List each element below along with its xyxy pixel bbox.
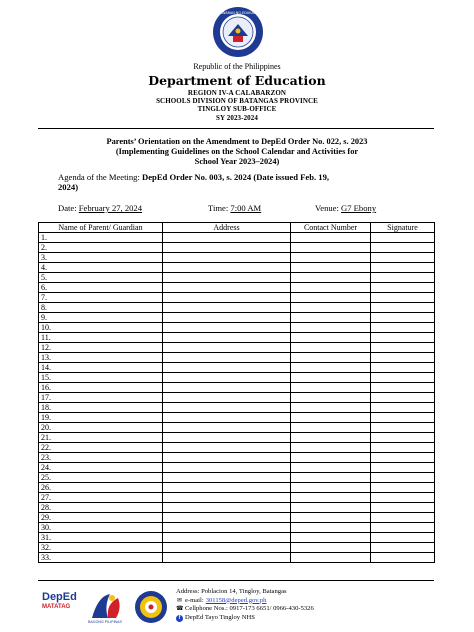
email-line — [176, 597, 314, 606]
row-number-cell[interactable]: 6. — [39, 283, 163, 293]
envelope-icon: ✉ — [176, 597, 183, 604]
row-number-cell[interactable]: 16. — [39, 383, 163, 393]
bagong-pilipinas-text: BAGONG PILIPINAS — [88, 620, 122, 624]
address-cell[interactable] — [163, 413, 291, 423]
table-row — [39, 553, 435, 563]
signature-cell[interactable] — [371, 343, 435, 353]
contact-cell[interactable] — [291, 423, 371, 433]
table-row — [39, 323, 435, 333]
table-row — [39, 293, 435, 303]
table-row — [39, 373, 435, 383]
signature-cell[interactable] — [371, 273, 435, 283]
venue-label: Venue: — [315, 203, 339, 213]
row-number-cell[interactable]: 2. — [39, 243, 163, 253]
email-link[interactable]: 301158@deped.gov.ph — [205, 596, 267, 604]
signature-cell[interactable] — [371, 413, 435, 423]
table-row — [39, 233, 435, 243]
table-row — [39, 313, 435, 323]
email-label: e-mail: — [185, 596, 204, 604]
signature-cell[interactable] — [371, 553, 435, 563]
row-number-cell[interactable]: 1. — [39, 233, 163, 243]
time-label: Time: — [208, 203, 229, 213]
signature-cell[interactable] — [371, 303, 435, 313]
address-cell[interactable] — [163, 243, 291, 253]
date-field — [58, 203, 142, 213]
svg-text:KAGAWARAN NG EDUKASYON: KAGAWARAN NG EDUKASYON — [212, 11, 264, 15]
venue-field — [315, 203, 376, 213]
row-number-cell[interactable]: 33. — [39, 553, 163, 563]
signature-cell[interactable] — [371, 543, 435, 553]
contact-cell[interactable] — [291, 523, 371, 533]
signature-cell[interactable] — [371, 293, 435, 303]
contact-cell[interactable] — [291, 543, 371, 553]
row-number-cell[interactable]: 15. — [39, 373, 163, 383]
row-number-cell[interactable]: 21. — [39, 433, 163, 443]
signature-cell[interactable] — [371, 243, 435, 253]
table-row — [39, 493, 435, 503]
row-number-cell[interactable]: 26. — [39, 483, 163, 493]
row-number-cell[interactable]: 8. — [39, 303, 163, 313]
contact-cell[interactable] — [291, 493, 371, 503]
row-number-cell[interactable]: 7. — [39, 293, 163, 303]
contact-cell[interactable] — [291, 393, 371, 403]
deped-logo-text: DepEd — [42, 591, 77, 603]
row-number-cell[interactable]: 17. — [39, 393, 163, 403]
contact-cell[interactable] — [291, 403, 371, 413]
row-number-cell[interactable]: 30. — [39, 523, 163, 533]
table-row — [39, 283, 435, 293]
contact-cell[interactable] — [291, 433, 371, 443]
table-row — [39, 533, 435, 543]
date-label: Date: — [58, 203, 77, 213]
contact-cell[interactable] — [291, 323, 371, 333]
signature-cell[interactable] — [371, 513, 435, 523]
row-number-cell[interactable]: 29. — [39, 513, 163, 523]
agenda-line-1 — [58, 172, 329, 182]
contact-cell[interactable] — [291, 473, 371, 483]
row-number-cell[interactable]: 5. — [39, 273, 163, 283]
address-cell[interactable] — [163, 473, 291, 483]
address-cell[interactable] — [163, 233, 291, 243]
contact-cell[interactable] — [291, 283, 371, 293]
contact-cell[interactable] — [291, 343, 371, 353]
time-field — [208, 203, 261, 213]
address-cell[interactable] — [163, 493, 291, 503]
matatag-logo-text: MATATAG — [42, 604, 71, 610]
table-row — [39, 363, 435, 373]
row-number-cell[interactable]: 24. — [39, 463, 163, 473]
facebook-line — [176, 614, 314, 623]
phone-line — [176, 605, 314, 614]
column-header-name: Name of Parent/ Guardian — [39, 223, 163, 233]
contact-cell[interactable] — [291, 333, 371, 343]
table-row — [39, 453, 435, 463]
row-number-cell[interactable]: 20. — [39, 423, 163, 433]
address-cell[interactable] — [163, 383, 291, 393]
signature-cell[interactable] — [371, 433, 435, 443]
address-cell[interactable] — [163, 253, 291, 263]
address-cell[interactable] — [163, 373, 291, 383]
table-row — [39, 503, 435, 513]
address-cell[interactable] — [163, 533, 291, 543]
footer-divider — [38, 580, 434, 581]
signature-cell[interactable] — [371, 403, 435, 413]
contact-cell[interactable] — [291, 243, 371, 253]
row-number-cell[interactable]: 23. — [39, 453, 163, 463]
signature-cell[interactable] — [371, 263, 435, 273]
table-row — [39, 523, 435, 533]
signature-cell[interactable] — [371, 483, 435, 493]
contact-cell[interactable] — [291, 263, 371, 273]
signature-cell[interactable] — [371, 313, 435, 323]
signature-cell[interactable] — [371, 453, 435, 463]
row-number-cell[interactable]: 32. — [39, 543, 163, 553]
signature-cell[interactable] — [371, 473, 435, 483]
contact-cell[interactable] — [291, 503, 371, 513]
table-row — [39, 463, 435, 473]
address-cell[interactable] — [163, 293, 291, 303]
address-cell[interactable] — [163, 503, 291, 513]
deped-seal-icon — [212, 6, 264, 58]
row-number-cell[interactable]: 27. — [39, 493, 163, 503]
agenda-label: Agenda of the Meeting: — [58, 172, 140, 182]
row-number-cell[interactable]: 14. — [39, 363, 163, 373]
signature-cell[interactable] — [371, 373, 435, 383]
signature-cell[interactable] — [371, 283, 435, 293]
signature-cell[interactable] — [371, 533, 435, 543]
signature-cell[interactable] — [371, 233, 435, 243]
signature-cell[interactable] — [371, 253, 435, 263]
address-cell[interactable] — [163, 283, 291, 293]
signature-cell[interactable] — [371, 503, 435, 513]
row-number-cell[interactable]: 10. — [39, 323, 163, 333]
contact-block — [176, 588, 314, 622]
contact-cell[interactable] — [291, 413, 371, 423]
row-number-cell[interactable]: 19. — [39, 413, 163, 423]
column-header-address: Address — [163, 223, 291, 233]
address-cell[interactable] — [163, 363, 291, 373]
table-row — [39, 353, 435, 363]
row-number-cell[interactable]: 18. — [39, 403, 163, 413]
table-row — [39, 403, 435, 413]
address-cell[interactable] — [163, 353, 291, 363]
contact-cell[interactable] — [291, 363, 371, 373]
row-number-cell[interactable]: 13. — [39, 353, 163, 363]
contact-cell[interactable] — [291, 293, 371, 303]
table-row — [39, 303, 435, 313]
contact-cell[interactable] — [291, 453, 371, 463]
address-cell[interactable] — [163, 313, 291, 323]
school-seal-icon — [134, 590, 168, 624]
table-row — [39, 413, 435, 423]
contact-cell[interactable] — [291, 273, 371, 283]
address-cell[interactable] — [163, 463, 291, 473]
table-row — [39, 333, 435, 343]
address-cell[interactable] — [163, 403, 291, 413]
header-divider — [38, 128, 434, 129]
bagong-pilipinas-logo — [88, 588, 128, 624]
row-number-cell[interactable]: 3. — [39, 253, 163, 263]
contact-cell[interactable] — [291, 553, 371, 563]
address-cell[interactable] — [163, 323, 291, 333]
row-number-cell[interactable]: 31. — [39, 533, 163, 543]
signature-cell[interactable] — [371, 393, 435, 403]
school-year-line: SY 2023-2024 — [216, 114, 258, 122]
document-title — [40, 137, 434, 167]
time-value: 7:00 AM — [230, 203, 262, 213]
address-cell[interactable] — [163, 263, 291, 273]
address-line — [176, 588, 314, 597]
address-cell[interactable] — [163, 523, 291, 533]
column-header-signature: Signature — [371, 223, 435, 233]
phone-icon: ☎ — [176, 606, 184, 613]
signature-cell[interactable] — [371, 333, 435, 343]
signature-cell[interactable] — [371, 353, 435, 363]
address-text: Address: Poblacion 14, Tingloy, Batangas — [176, 588, 287, 595]
division-line: SCHOOLS DIVISION OF BATANGAS PROVINCE — [156, 97, 318, 105]
address-cell[interactable] — [163, 513, 291, 523]
signature-cell[interactable] — [371, 323, 435, 333]
deped-matatag-logo — [42, 592, 84, 611]
table-row — [39, 343, 435, 353]
title-line-1: Parents’ Orientation on the Amendment to DepEd Order No. 022, s. 2023 — [106, 137, 368, 146]
signature-cell[interactable] — [371, 443, 435, 453]
contact-cell[interactable] — [291, 373, 371, 383]
address-cell[interactable] — [163, 273, 291, 283]
table-row — [39, 273, 435, 283]
table-row — [39, 383, 435, 393]
office-line: TINGLOY SUB-OFFICE — [197, 105, 277, 113]
table-row — [39, 513, 435, 523]
address-cell[interactable] — [163, 343, 291, 353]
phone-text: Cellphone Nos.: 0917-173 6651/ 0966-430-5326 — [185, 605, 314, 613]
table-row — [39, 243, 435, 253]
table-row — [39, 253, 435, 263]
address-cell[interactable] — [163, 303, 291, 313]
signature-cell[interactable] — [371, 363, 435, 373]
row-number-cell[interactable]: 11. — [39, 333, 163, 343]
row-number-cell[interactable]: 25. — [39, 473, 163, 483]
contact-cell[interactable] — [291, 233, 371, 243]
signature-cell[interactable] — [371, 423, 435, 433]
table-row — [39, 393, 435, 403]
address-cell[interactable] — [163, 423, 291, 433]
attendance-rows — [39, 233, 435, 563]
department-title: Department of Education — [148, 73, 326, 88]
address-cell[interactable] — [163, 453, 291, 463]
table-row — [39, 433, 435, 443]
table-row — [39, 543, 435, 553]
address-cell[interactable] — [163, 333, 291, 343]
signature-cell[interactable] — [371, 463, 435, 473]
table-row — [39, 423, 435, 433]
contact-cell[interactable] — [291, 443, 371, 453]
facebook-icon: f — [176, 615, 183, 622]
contact-cell[interactable] — [291, 463, 371, 473]
signature-cell[interactable] — [371, 383, 435, 393]
venue-value: G7 Ebony — [341, 203, 377, 213]
table-row — [39, 473, 435, 483]
address-cell[interactable] — [163, 483, 291, 493]
region-line: REGION IV-A CALABARZON — [187, 89, 287, 97]
column-header-contact: Contact Number — [291, 223, 371, 233]
table-row — [39, 443, 435, 453]
agenda-value-cont: 2024) — [58, 182, 79, 192]
republic-line: Republic of the Philippines — [193, 62, 281, 71]
row-number-cell[interactable]: 4. — [39, 263, 163, 273]
title-line-2: (Implementing Guidelines on the School Calendar and Activities for — [115, 147, 359, 156]
row-number-cell[interactable]: 9. — [39, 313, 163, 323]
contact-cell[interactable] — [291, 303, 371, 313]
facebook-text: DepEd Tayo Tingloy NHS — [185, 613, 255, 621]
table-header-row — [39, 223, 435, 233]
contact-cell[interactable] — [291, 513, 371, 523]
table-row — [39, 263, 435, 273]
signature-cell[interactable] — [371, 493, 435, 503]
address-cell[interactable] — [163, 553, 291, 563]
row-number-cell[interactable]: 22. — [39, 443, 163, 453]
attendance-table — [38, 222, 435, 563]
row-number-cell[interactable]: 12. — [39, 343, 163, 353]
title-line-3: School Year 2023–2024) — [194, 157, 280, 166]
contact-cell[interactable] — [291, 253, 371, 263]
contact-cell[interactable] — [291, 533, 371, 543]
date-value: February 27, 2024 — [78, 203, 143, 213]
address-cell[interactable] — [163, 543, 291, 553]
address-cell[interactable] — [163, 433, 291, 443]
contact-cell[interactable] — [291, 313, 371, 323]
contact-cell[interactable] — [291, 383, 371, 393]
address-cell[interactable] — [163, 443, 291, 453]
contact-cell[interactable] — [291, 483, 371, 493]
agenda-line-2 — [58, 182, 78, 192]
contact-cell[interactable] — [291, 353, 371, 363]
address-cell[interactable] — [163, 393, 291, 403]
signature-cell[interactable] — [371, 523, 435, 533]
agenda-value: DepEd Order No. 003, s. 2024 (Date issued Feb. 19, — [142, 172, 330, 182]
row-number-cell[interactable]: 28. — [39, 503, 163, 513]
table-row — [39, 483, 435, 493]
